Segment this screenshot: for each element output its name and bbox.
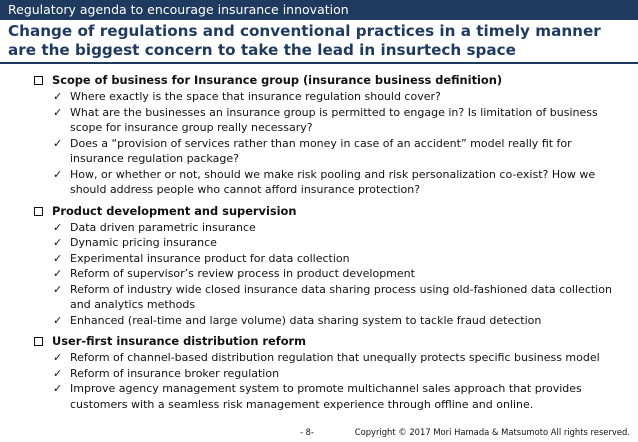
- list-item: [0, 366, 638, 382]
- checkmark-icon: ✓: [53, 167, 63, 181]
- checkmark-icon: ✓: [53, 236, 63, 249]
- checkmark-icon: ✓: [53, 366, 63, 380]
- section-distribution-reform: [0, 334, 638, 412]
- list-item-text: Does a “provision of services rather than money in case of an accident” model really fit for insurance regulation package?: [70, 136, 572, 165]
- list-item-text: Dynamic pricing insurance: [70, 236, 217, 249]
- section-scope-of-business: [0, 73, 638, 198]
- section-product-development: [0, 204, 638, 329]
- square-checkbox-icon: [34, 207, 43, 216]
- checkmark-icon: ✓: [53, 136, 63, 150]
- section-heading: [0, 204, 638, 220]
- list-item-text: Improve agency management system to promote multichannel sales approach that provides customers with a seamless risk management experience through offline and online.: [70, 382, 582, 411]
- list-item-text: Experimental insurance product for data collection: [70, 251, 350, 265]
- bullet-list: [0, 220, 638, 329]
- list-item: [0, 235, 638, 251]
- list-item: [0, 266, 638, 282]
- checkmark-icon: ✓: [53, 90, 63, 103]
- copyright-notice: Copyright © 2017 Mori Hamada & Matsumoto All rights reserved.: [354, 427, 630, 437]
- page-number: - 8-: [300, 427, 315, 437]
- checkmark-icon: ✓: [53, 351, 63, 364]
- section-heading-text: Product development and supervision: [52, 203, 297, 218]
- list-item-text: Reform of insurance broker regulation: [70, 366, 280, 380]
- list-item: [0, 89, 638, 105]
- checkmark-icon: ✓: [53, 105, 63, 119]
- square-checkbox-icon: [34, 337, 43, 346]
- slide-footer: [0, 424, 638, 440]
- section-heading-text: User-first insurance distribution reform: [52, 334, 307, 348]
- square-checkbox-icon: [34, 76, 43, 85]
- bullet-list: [0, 89, 638, 198]
- list-item-text: Enhanced (real-time and large volume) data sharing system to tackle fraud detection: [70, 313, 542, 327]
- slide-headline: Change of regulations and conventional practices in a timely manner are the biggest concern to take the lead in insurtech space: [8, 22, 601, 59]
- headline-divider: [0, 62, 638, 64]
- checkmark-icon: ✓: [53, 313, 63, 327]
- list-item: [0, 136, 638, 167]
- list-item-text: What are the businesses an insurance group is permitted to engage in? Is limitation of business scope for insurance group really necessary?: [70, 105, 598, 134]
- section-heading-text: Scope of business for Insurance group (insurance business definition): [52, 73, 503, 87]
- section-title-bar: [0, 0, 638, 20]
- checkmark-icon: ✓: [53, 220, 63, 234]
- checkmark-icon: ✓: [53, 282, 63, 296]
- slide-body: [0, 73, 638, 412]
- list-item: [0, 220, 638, 236]
- list-item: [0, 251, 638, 267]
- list-item-text: Reform of industry wide closed insurance data sharing process using old-fashioned data collection and analytics methods: [70, 282, 612, 311]
- bullet-list: [0, 350, 638, 412]
- list-item: [0, 313, 638, 329]
- list-item-text: Data driven parametric insurance: [70, 220, 256, 234]
- list-item-text: How, or whether or not, should we make risk pooling and risk personalization co-exist? How we should address people who cannot afford insurance protection?: [70, 167, 596, 196]
- list-item: [0, 105, 638, 136]
- list-item: [0, 350, 638, 366]
- list-item: [0, 282, 638, 313]
- list-item-text: Reform of supervisor’s review process in product development: [70, 267, 415, 280]
- section-heading: [0, 334, 638, 350]
- list-item-text: Where exactly is the space that insurance regulation should cover?: [70, 90, 441, 103]
- checkmark-icon: ✓: [53, 382, 63, 395]
- section-title: Regulatory agenda to encourage insurance innovation: [8, 2, 349, 17]
- list-item-text: Reform of channel-based distribution regulation that unequally protects specific business model: [70, 351, 600, 364]
- checkmark-icon: ✓: [53, 267, 63, 280]
- list-item: [0, 381, 638, 412]
- checkmark-icon: ✓: [53, 251, 63, 265]
- section-heading: [0, 73, 638, 89]
- list-item: [0, 167, 638, 198]
